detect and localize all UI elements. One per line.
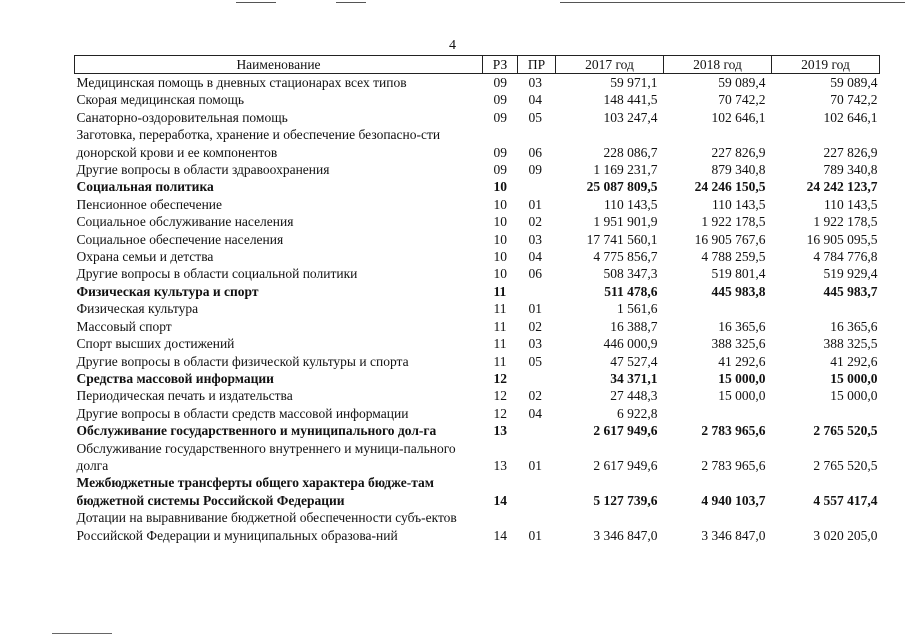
table-row: [75, 74, 880, 92]
row-value-2019: 24 242 123,7: [806, 179, 878, 195]
row-pr-code: [518, 474, 556, 509]
row-value-2019: 70 742,2: [830, 92, 878, 108]
row-value-2019: 16 905 095,5: [806, 231, 878, 247]
row-value-2019: [772, 405, 880, 422]
row-value-2017: 34 371,1: [610, 370, 658, 386]
row-value-2017: 110 143,5: [604, 196, 658, 212]
row-value-2017: 47 527,4: [610, 353, 658, 369]
row-pr-code: [518, 283, 556, 300]
row-value-2017: 148 441,5: [603, 92, 658, 108]
row-value-2017: 1 951 901,9: [593, 214, 658, 230]
row-value-2019: 4 557 417,4: [813, 492, 878, 508]
header-2018: 2018 год: [664, 56, 772, 74]
row-name: Периодическая печать и издательства: [76, 388, 293, 404]
table-row: [75, 440, 880, 475]
row-value-2018: [664, 300, 772, 317]
row-pr-code: 02: [528, 318, 542, 334]
row-value-2018: 227 826,9: [711, 144, 766, 160]
row-name: Заготовка, переработка, хранение и обеспечение безопасно-сти донорской крови и ее компонентов: [76, 127, 441, 160]
row-rz-code: 11: [493, 353, 507, 369]
row-value-2019: 519 929,4: [823, 266, 878, 282]
row-value-2017: 2 617 949,6: [593, 423, 658, 439]
row-value-2019: 1 922 178,5: [813, 214, 878, 230]
top-edge-line-left: [236, 2, 276, 3]
row-name: Межбюджетные трансферты общего характера бюдже-там бюджетной системы Российской Федерации: [76, 475, 434, 508]
row-value-2017: 446 000,9: [603, 336, 658, 352]
row-value-2018: 110 143,5: [712, 196, 766, 212]
header-name: Наименование: [75, 56, 483, 74]
row-value-2018: 102 646,1: [711, 109, 766, 125]
row-value-2018: 1 922 178,5: [701, 214, 766, 230]
row-value-2019: 445 983,7: [823, 283, 878, 299]
row-name: Физическая культура и спорт: [76, 283, 259, 299]
row-pr-code: 02: [528, 214, 542, 230]
row-name: Массовый спорт: [76, 318, 172, 334]
row-value-2017: 59 971,1: [610, 75, 658, 90]
row-value-2017: 1 561,6: [617, 301, 658, 317]
row-value-2017: 17 741 560,1: [586, 231, 658, 247]
row-rz-code: 09: [493, 109, 507, 125]
row-name: Охрана семьи и детства: [76, 249, 214, 265]
row-value-2018: 4 940 103,7: [701, 492, 766, 508]
row-value-2019: 59 089,4: [830, 75, 878, 90]
row-pr-code: 09: [528, 162, 542, 178]
table-row: [75, 283, 880, 300]
row-name: Дотации на выравнивание бюджетной обеспеченности субъ-ектов Российской Федерации и муниципальных образова-ний: [76, 510, 457, 543]
row-value-2018: 16 365,6: [718, 318, 766, 334]
row-value-2019: 2 765 520,5: [813, 457, 878, 473]
row-value-2018: 388 325,6: [711, 336, 766, 352]
row-name: Другие вопросы в области здравоохранения: [76, 162, 330, 178]
table-row: [75, 387, 880, 404]
row-pr-code: [518, 422, 556, 439]
row-value-2018: 519 801,4: [711, 266, 766, 282]
row-value-2018: 70 742,2: [718, 92, 766, 108]
row-rz-code: 12: [493, 405, 507, 421]
table-row: [75, 353, 880, 370]
table-body: [75, 74, 880, 544]
row-name: Физическая культура: [76, 301, 199, 317]
table-row: [75, 161, 880, 178]
table-row: [75, 335, 880, 352]
row-value-2019: 15 000,0: [830, 388, 878, 404]
row-pr-code: [518, 178, 556, 195]
table-row: [75, 178, 880, 195]
row-value-2019: 227 826,9: [823, 144, 878, 160]
row-name: Социальное обслуживание населения: [76, 214, 294, 230]
header-2019: 2019 год: [772, 56, 880, 74]
table-row: [75, 126, 880, 161]
table-row: [75, 422, 880, 439]
row-name: Обслуживание государственного и муниципального дол-га: [76, 423, 437, 439]
page-number: 4: [449, 38, 456, 53]
row-value-2019: 16 365,6: [830, 318, 878, 334]
row-rz-code: 11: [493, 336, 507, 352]
row-value-2018: [664, 405, 772, 422]
row-value-2019: 3 020 205,0: [813, 527, 878, 543]
row-name: Санаторно-оздоровительная помощь: [76, 109, 288, 125]
row-rz-code: 12: [493, 388, 507, 404]
row-pr-code: 03: [528, 336, 542, 352]
row-value-2019: 4 784 776,8: [813, 249, 878, 265]
row-pr-code: 06: [528, 266, 542, 282]
row-value-2017: 6 922,8: [617, 405, 658, 421]
header-2017: 2017 год: [556, 56, 664, 74]
row-value-2018: 2 783 965,6: [701, 457, 766, 473]
row-value-2017: 25 087 809,5: [586, 179, 658, 195]
row-value-2018: 4 788 259,5: [701, 249, 766, 265]
row-value-2019: 41 292,6: [830, 353, 878, 369]
row-value-2019: 2 765 520,5: [813, 423, 878, 439]
row-value-2019: 110 143,5: [824, 196, 878, 212]
row-rz-code: 10: [493, 196, 507, 212]
row-rz-code: 11: [493, 318, 507, 334]
table-row: [75, 318, 880, 335]
row-name: Скорая медицинская помощь: [76, 92, 245, 108]
row-pr-code: 01: [528, 301, 542, 317]
row-value-2017: 103 247,4: [603, 109, 658, 125]
row-name: Средства массовой информации: [76, 370, 274, 386]
row-value-2017: 16 388,7: [610, 318, 658, 334]
row-rz-code: 13: [493, 423, 507, 439]
row-value-2018: 41 292,6: [718, 353, 766, 369]
row-rz-code: 10: [493, 266, 507, 282]
table-row: [75, 196, 880, 213]
row-value-2019: 388 325,5: [823, 336, 878, 352]
table-header-row: [75, 56, 880, 74]
row-value-2019: [772, 300, 880, 317]
row-name: Другие вопросы в области социальной политики: [76, 266, 358, 282]
row-value-2018: 3 346 847,0: [701, 527, 766, 543]
row-rz-code: 09: [493, 162, 507, 178]
row-name: Спорт высших достижений: [76, 336, 235, 352]
table-row: [75, 265, 880, 282]
row-pr-code: 02: [528, 388, 542, 404]
row-name: Социальная политика: [76, 179, 214, 195]
table-row: [75, 370, 880, 387]
row-name: Пенсионное обеспечение: [76, 196, 223, 212]
row-value-2018: 15 000,0: [718, 370, 766, 386]
row-name: Другие вопросы в области средств массовой информации: [76, 405, 409, 421]
row-value-2018: 24 246 150,5: [694, 179, 766, 195]
header-rz: РЗ: [483, 56, 518, 74]
table-row: [75, 248, 880, 265]
row-value-2018: 15 000,0: [718, 388, 766, 404]
table-row: [75, 109, 880, 126]
table-row: [75, 509, 880, 544]
row-rz-code: 10: [493, 214, 507, 230]
row-pr-code: 01: [528, 527, 542, 543]
row-rz-code: 09: [493, 75, 507, 90]
row-rz-code: 11: [493, 283, 507, 299]
row-rz-code: 10: [493, 231, 507, 247]
row-rz-code: 11: [493, 301, 507, 317]
table-row: [75, 231, 880, 248]
row-value-2017: 3 346 847,0: [593, 527, 658, 543]
row-name: Социальное обеспечение населения: [76, 231, 284, 247]
table-row: [75, 474, 880, 509]
row-rz-code: 13: [493, 457, 507, 473]
row-pr-code: 04: [528, 249, 542, 265]
row-value-2017: 511 478,6: [604, 283, 658, 299]
row-name: Обслуживание государственного внутреннего и муници-пального долга: [76, 440, 456, 473]
row-pr-code: 01: [528, 457, 542, 473]
row-value-2018: 16 905 767,6: [694, 231, 766, 247]
row-value-2017: 228 086,7: [603, 144, 658, 160]
row-rz-code: 12: [493, 370, 507, 386]
row-rz-code: 10: [493, 249, 507, 265]
row-value-2017: 2 617 949,6: [593, 457, 658, 473]
header-pr: ПР: [518, 56, 556, 74]
row-value-2019: 15 000,0: [830, 370, 878, 386]
row-rz-code: 10: [493, 179, 507, 195]
row-pr-code: [518, 370, 556, 387]
row-pr-code: 01: [528, 196, 542, 212]
row-value-2018: 59 089,4: [718, 75, 766, 90]
row-value-2019: 102 646,1: [823, 109, 878, 125]
row-pr-code: 06: [528, 144, 542, 160]
row-pr-code: 05: [528, 109, 542, 125]
table-row: [75, 300, 880, 317]
row-value-2017: 5 127 739,6: [593, 492, 658, 508]
row-value-2017: 27 448,3: [610, 388, 658, 404]
row-value-2018: 445 983,8: [711, 283, 766, 299]
row-name: Другие вопросы в области физической культуры и спорта: [76, 353, 409, 369]
row-value-2018: 2 783 965,6: [701, 423, 766, 439]
budget-table: [74, 55, 880, 544]
row-rz-code: 14: [493, 527, 507, 543]
table-row: [75, 405, 880, 422]
row-value-2018: 879 340,8: [711, 162, 766, 178]
row-pr-code: 05: [528, 353, 542, 369]
row-value-2017: 1 169 231,7: [593, 162, 658, 178]
row-rz-code: 09: [493, 144, 507, 160]
row-pr-code: 03: [528, 75, 542, 90]
row-rz-code: 09: [493, 92, 507, 108]
row-pr-code: 04: [528, 92, 542, 108]
row-pr-code: 03: [528, 231, 542, 247]
top-edge-line-center: [336, 2, 366, 3]
table-row: [75, 213, 880, 230]
row-value-2019: 789 340,8: [823, 162, 878, 178]
row-rz-code: 14: [493, 492, 507, 508]
row-name: Медицинская помощь в дневных стационарах всех типов: [76, 75, 407, 90]
bottom-edge-line: [52, 633, 112, 634]
top-edge-line-right: [560, 2, 905, 3]
row-value-2017: 4 775 856,7: [593, 249, 658, 265]
row-value-2017: 508 347,3: [603, 266, 658, 282]
table-row: [75, 91, 880, 108]
row-pr-code: 04: [528, 405, 542, 421]
